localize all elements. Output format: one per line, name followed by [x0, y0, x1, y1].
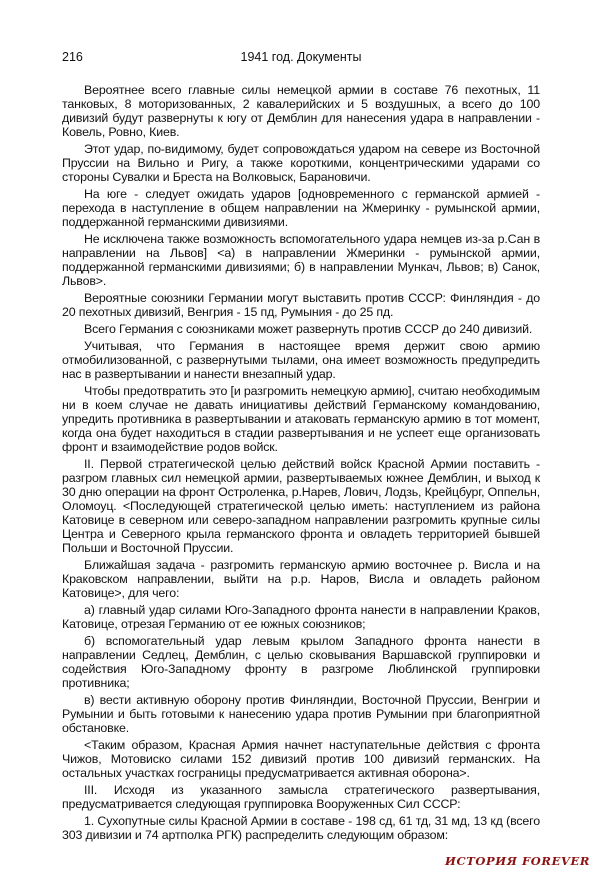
paragraph-auxiliary-strike: Не исключена также возможность вспомогательного удара немцев из-за р.Сан в направлении на Львов] <а) в направлении Жмеринки - румынской армии, поддержанной германскими дивизиями; б) в направлении Мункач, Львов; в) Санок, Львов>. — [62, 232, 540, 288]
paragraph-item-b: б) вспомогательный удар левым крылом Западного фронта нанести в направлении Седлец, Демблин, с целью сковывания Варшавской группировки и содействия Юго-Западному фронту в разгроме Люблинской группировки противника; — [62, 634, 540, 690]
paragraph-immediate-task: Ближайшая задача - разгромить германскую армию восточнее р. Висла и на Краковском направлении, выйти на р.р. Наров, Висла и овладеть районом Катовице>, для чего: — [62, 558, 540, 600]
paragraph-total-divisions: Всего Германия с союзниками может развернуть против СССР до 240 дивизий. — [84, 322, 533, 336]
running-title: 1941 год. Документы — [240, 50, 362, 64]
page-header — [62, 50, 540, 68]
paragraph-south-strike: На юге - следует ожидать ударов [одновременного с германской армией - перехода в наступление в общем направлении на Жмеринку - румынской армии, поддержанной германскими дивизиями. — [62, 187, 540, 229]
document-body — [62, 83, 540, 845]
paragraph-main-forces: Вероятнее всего главные силы немецкой армии в составе 76 пехотных, 11 танковых, 8 моторизованных, 2 кавалерийских и 5 воздушных, а всего до 100 дивизий будут развернуты к югу от Демблин для нанесения удара в направлении - Ковель, Ровно, Киев. — [62, 83, 540, 139]
paragraph-surprise-attack: Учитывая, что Германия в настоящее время держит свою армию отмобилизованной, с развернутыми тылами, она имеет возможность предупредить нас в развертывании и нанести внезапный удар. — [62, 339, 540, 381]
paragraph-section-iii: III. Исходя из указанного замысла стратегического развертывания, предусматривается следующая группировка Вооруженных Сил СССР: — [62, 783, 540, 811]
paragraph-allies: Вероятные союзники Германии могут выставить против СССР: Финляндия - до 20 пехотных дивизий, Венгрия - 15 пд, Румыния - до 25 пд. — [62, 291, 540, 319]
page-number: 216 — [62, 50, 83, 64]
paragraph-ground-forces: 1. Сухопутные силы Красной Армии в составе - 198 сд, 61 тд, 31 мд, 13 кд (всего 303 дивизии и 74 артполка РГК) распределить следующим образом: — [62, 814, 540, 842]
paragraph-item-c: в) вести активную оборону против Финляндии, Восточной Пруссии, Венгрии и Румынии и быть готовыми к нанесению удара против Румынии при благоприятной обстановке. — [62, 693, 540, 735]
paragraph-preemption: Чтобы предотвратить это [и разгромить немецкую армию], считаю необходимым ни в коем случае не давать инициативы действий Германскому командованию, упредить противника в развертывании и атаковать германскую армию в тот момент, когда она будет находиться в стадии развертывания и не успеет еще организовать фронт и взаимодействие родов войск. — [62, 384, 540, 454]
paragraph-north-strike: Этот удар, по-видимому, будет сопровождаться ударом на севере из Восточной Пруссии на Вильно и Ригу, а также короткими, концентрическими ударами со стороны Сувалки и Бреста на Волковыск, Барановичи. — [62, 142, 540, 184]
paragraph-item-a: а) главный удар силами Юго-Западного фронта нанести в направлении Краков, Катовице, отрезая Германию от ее южных союзников; — [62, 603, 540, 631]
watermark-logo: ИСТОРИЯ FOREVER — [444, 854, 590, 868]
paragraph-conclusion: <Таким образом, Красная Армия начнет наступательные действия с фронта Чижов, Мотовиско силами 152 дивизий против 100 дивизий германских. На остальных участках госграницы предусматривается активная оборона>. — [62, 738, 540, 780]
paragraph-section-ii: II. Первой стратегической целью действий войск Красной Армии поставить - разгром главных сил немецкой армии, развертываемых южнее Демблин, и выход к 30 дню операции на фронт Остроленка, р.Нарев, Лович, Лодзь, Крейцбург, Оппельн, Оломоуц. <Последующей стратегической целью иметь: наступлением из района Катовице в северном или северо-западном направлении разгромить крупные силы Центра и Северного крыла германского фронта и овладеть территорией бывшей Польши и Восточной Пруссии. — [62, 457, 540, 555]
